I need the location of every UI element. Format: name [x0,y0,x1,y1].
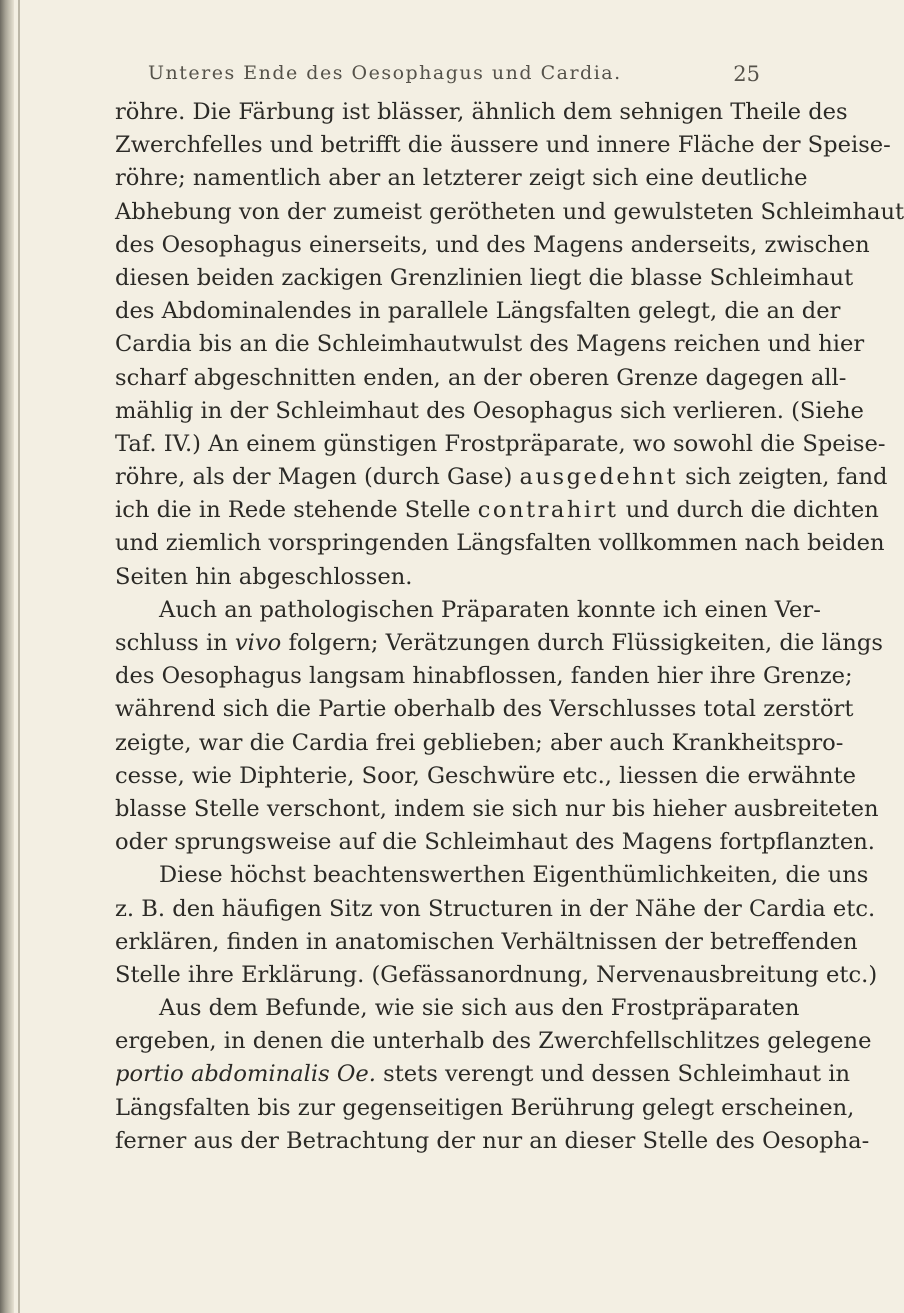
text-line: erklären, finden in anatomischen Verhältnissen der betreffenden [115,928,858,955]
text-line: scharf abgeschnitten enden, an der oberen Grenze dagegen all- [115,364,847,391]
text-line: blasse Stelle verschont, indem sie sich nur bis hieher ausbreiteten [115,795,879,822]
text-line [115,461,888,494]
text-line: Aus dem Befunde, wie sie sich aus den Frostpräparaten [159,995,800,1022]
text-line: röhre; namentlich aber an letzterer zeigt sich eine deutliche [115,165,808,192]
text-segment: ich die in Rede stehende Stelle [115,497,471,524]
text-segment: und durch die dichten [625,497,879,524]
page-header [100,62,770,92]
text-line: oder sprungsweise auf die Schleimhaut des Magens fortpflanzten. [115,829,875,856]
book-binding-edge [0,0,14,1313]
binding-shadow-line [18,0,20,1313]
text-line: ergeben, in denen die unterhalb des Zwerchfellschlitzes gelegene [115,1028,872,1055]
text-line: während sich die Partie oberhalb des Verschlusses total zerstört [115,696,854,723]
body-text [115,96,904,1158]
spaced-emphasis: contrahirt [477,497,619,524]
text-line: Auch an pathologischen Präparaten konnte ich einen Ver- [159,596,821,623]
italic-term: vivo [234,630,282,656]
italic-term: portio abdominalis Oe. [115,1061,376,1088]
text-line: des Oesophagus einerseits, und des Magens anderseits, zwischen [115,231,870,258]
text-segment: folgern; Verätzungen durch Flüssigkeiten, die längs [288,630,883,656]
text-line: mählig in der Schleimhaut des Oesophagus sich verlieren. (Siehe [115,397,864,424]
text-segment: stets verengt und dessen Schleimhaut in [383,1061,851,1088]
text-line: Abhebung von der zumeist gerötheten und gewulsteten Schleimhaut [115,198,904,225]
text-line: röhre. Die Färbung ist blässer, ähnlich dem sehnigen Theile des [115,99,848,125]
text-segment: sich zeigten, fand [685,464,888,491]
text-line [115,627,883,660]
running-head: Unteres Ende des Oesophagus und Cardia. [148,62,622,84]
text-line: Taf. IV.) An einem günstigen Frostpräparate, wo sowohl die Speise- [115,430,886,457]
text-line: Längsfalten bis zur gegenseitigen Berührung gelegt erscheinen, [115,1094,855,1121]
text-line [115,494,879,527]
text-line: Seiten hin abgeschlossen. [115,563,413,590]
text-segment: schluss in [115,630,228,656]
text-line: zeigte, war die Cardia frei geblieben; aber auch Krankheitspro- [115,729,844,756]
text-line: z. B. den häufigen Sitz von Structuren in der Nähe der Cardia etc. [115,895,876,922]
text-line: cesse, wie Diphterie, Soor, Geschwüre etc., liessen die erwähnte [115,762,857,789]
text-segment: röhre, als der Magen (durch Gase) [115,464,513,491]
text-line: Zwerchfelles und betrifft die äussere und innere Fläche der Speise- [115,132,891,159]
text-line: Stelle ihre Erklärung. (Gefässanordnung, Nervenausbreitung etc.) [115,961,878,988]
text-line: diesen beiden zackigen Grenzlinien liegt die blasse Schleimhaut [115,264,854,291]
page-number: 25 [733,62,760,86]
text-line: Diese höchst beachtenswerthen Eigenthümlichkeiten, die uns [159,862,869,889]
text-line: und ziemlich vorspringenden Längsfalten vollkommen nach beiden [115,530,885,557]
spaced-emphasis: ausgedehnt [519,464,678,491]
text-line: des Abdominalendes in parallele Längsfalten gelegt, die an der [115,298,841,325]
text-line: des Oesophagus langsam hinabflossen, fanden hier ihre Grenze; [115,663,853,690]
text-line [115,1058,851,1091]
text-line: Cardia bis an die Schleimhautwulst des Magens reichen und hier [115,331,865,358]
text-line: ferner aus der Betrachtung der nur an dieser Stelle des Oesopha- [115,1127,870,1154]
